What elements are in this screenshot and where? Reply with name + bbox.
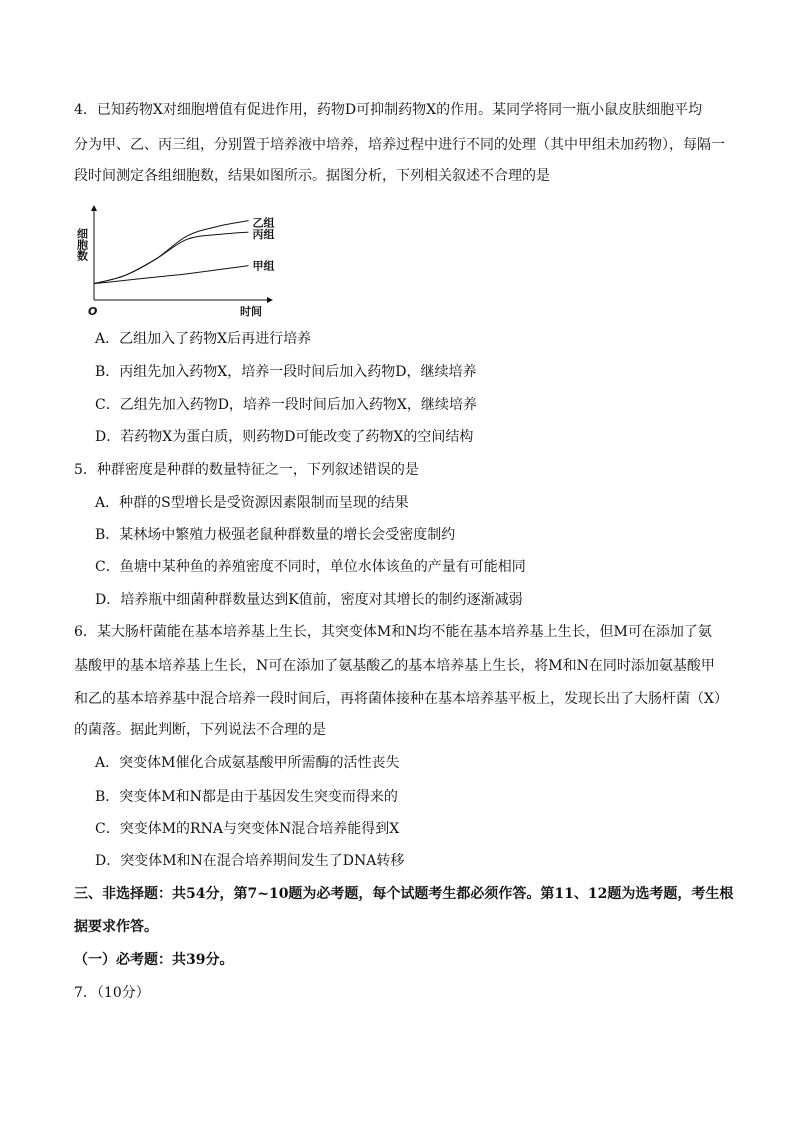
q5-option-b: B．某林场中繁殖力极强老鼠种群数量的增长会受密度制约	[95, 527, 456, 543]
q6-stem-line-4: 的菌落。据此判断，下列说法不合理的是	[74, 722, 326, 738]
q5-stem: 5．种群密度是种群的数量特征之一，下列叙述错误的是	[74, 462, 419, 478]
x-axis-label: 时间	[240, 305, 262, 318]
q5-option-c: C．鱼塘中某种鱼的养殖密度不同时，单位水体该鱼的产量有可能相同	[95, 559, 526, 575]
series-label-1: 乙组	[252, 216, 275, 230]
q6-option-d: D．突变体M和N在混合培养期间发生了DNA转移	[95, 853, 405, 869]
q4-option-b: B．丙组先加入药物X，培养一段时间后加入药物D，继续培养	[95, 364, 477, 380]
q6-option-b: B．突变体M和N都是由于基因发生突变而得来的	[95, 789, 398, 805]
q5-option-a: A．种群的S型增长是受资源因素限制而呈现的结果	[95, 495, 409, 511]
series-label-2: 丙组	[252, 228, 275, 242]
q4-stem-line-2: 分为甲、乙、丙三组，分别置于培养液中培养，培养过程中进行不同的处理（其中甲组未加药物），每隔一	[74, 137, 725, 153]
series-line-1	[94, 221, 249, 284]
cell-count-chart	[75, 206, 278, 318]
q6-option-c: C．突变体M的RNA与突变体N混合培养能得到X	[95, 821, 400, 837]
q7-heading: 7．（10分）	[74, 985, 150, 1001]
section3-heading-line-2: 据要求作答。	[74, 919, 158, 935]
q6-stem-line-2: 基酸甲的基本培养基上生长，N可在添加了氨基酸乙的基本培养基上生长，将M和N在同时添加氨基酸甲	[74, 658, 715, 674]
section3-subheading: （一）必考题：共39分。	[74, 952, 234, 968]
q5-option-d: D．培养瓶中细菌种群数量达到K值前，密度对其增长的制约逐渐减弱	[95, 592, 523, 608]
q6-stem-line-1: 6．某大肠杆菌能在基本培养基上生长，其突变体M和N均不能在基本培养基上生长，但M可在添加了氨	[74, 624, 712, 640]
q4-stem-line-3: 段时间测定各组细胞数，结果如图所示。据图分析，下列相关叙述不合理的是	[74, 168, 550, 184]
series-line-3	[94, 266, 249, 284]
q4-stem-line-1: 4．已知药物X对细胞增值有促进作用，药物D可抑制药物X的作用。某同学将同一瓶小鼠皮肤细胞平均	[74, 102, 703, 118]
q4-option-a: A．乙组加入了药物X后再进行培养	[95, 331, 312, 347]
q4-option-c: C．乙组先加入药物D，培养一段时间后加入药物X，继续培养	[95, 397, 477, 413]
origin-label: O	[88, 305, 98, 318]
section3-heading-line-1: 三、非选择题：共54分，第7~10题为必考题，每个试题考生都必须作答。第11、12题为选考题，考生根	[74, 886, 734, 902]
q6-option-a: A．突变体M催化合成氨基酸甲所需酶的活性丧失	[95, 755, 400, 771]
y-axis-label: 细胞数	[75, 228, 89, 261]
series-label-3: 甲组	[252, 259, 275, 273]
q4-option-d: D．若药物X为蛋白质，则药物D可能改变了药物X的空间结构	[95, 429, 474, 445]
q6-stem-line-3: 和乙的基本培养基中混合培养一段时间后，再将菌体接种在基本培养基平板上，发现长出了大肠杆菌（X）	[74, 691, 728, 707]
